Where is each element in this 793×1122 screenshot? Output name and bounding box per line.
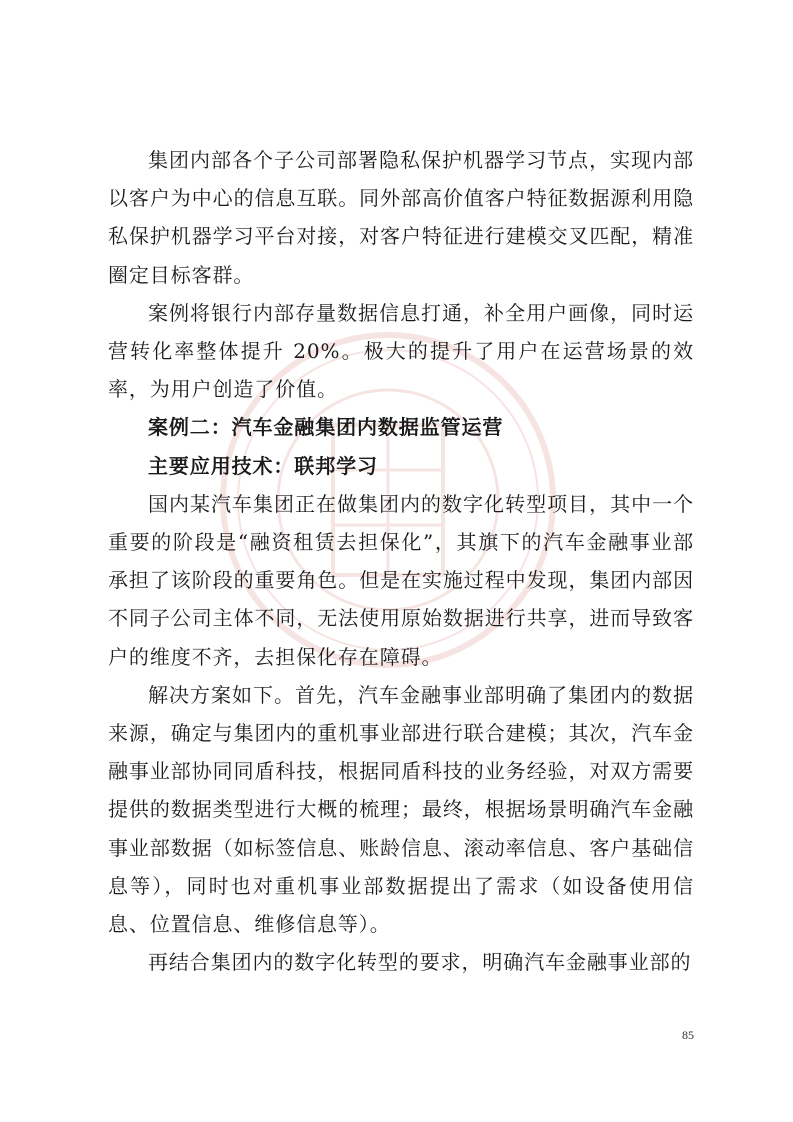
paragraph: 案例将银行内部存量数据信息打通，补全用户画像，同时运营转化率整体提升 20%。极大的提升了用户在运营场景的效率，为用户创造了价值。 xyxy=(108,300,694,402)
section-heading-case: 案例二：汽车金融集团内数据监管运营 xyxy=(148,415,504,440)
section-heading-tech: 主要应用技术：联邦学习 xyxy=(148,453,378,478)
paragraph: 集团内部各个子公司部署隐私保护机器学习节点，实现内部以客户为中心的信息互联。同外部高价值客户特征数据源利用隐私保护机器学习平台对接，对客户特征进行建模交叉匹配，精准圈定目标客群。 xyxy=(108,148,694,287)
document-body xyxy=(108,141,694,981)
paragraph: 解决方案如下。首先，汽车金融事业部明确了集团内的数据来源，确定与集团内的重机事业部进行联合建模；其次，汽车金融事业部协同同盾科技，根据同盾科技的业务经验，对双方需要提供的数据类型进行大概的梳理；最终，根据场景明确汽车金融事业部数据（如标签信息、账龄信息、滚动率信息、客户基础信息等），同时也对重机事业部数据提出了需求（如设备使用信息、位置信息、维修信息等）。 xyxy=(108,682,694,937)
paragraph: 国内某汽车集团正在做集团内的数字化转型项目，其中一个重要的阶段是“融资租赁去担保化”，其旗下的汽车金融事业部承担了该阶段的重要角色。但是在实施过程中发现，集团内部因不同子公司主体不同，无法使用原始数据进行共享，进而导致客户的维度不齐，去担保化存在障碍。 xyxy=(108,491,694,669)
page-number: 85 xyxy=(682,1028,694,1042)
paragraph: 再结合集团内的数字化转型的要求，明确汽车金融事业部的 xyxy=(148,950,692,975)
